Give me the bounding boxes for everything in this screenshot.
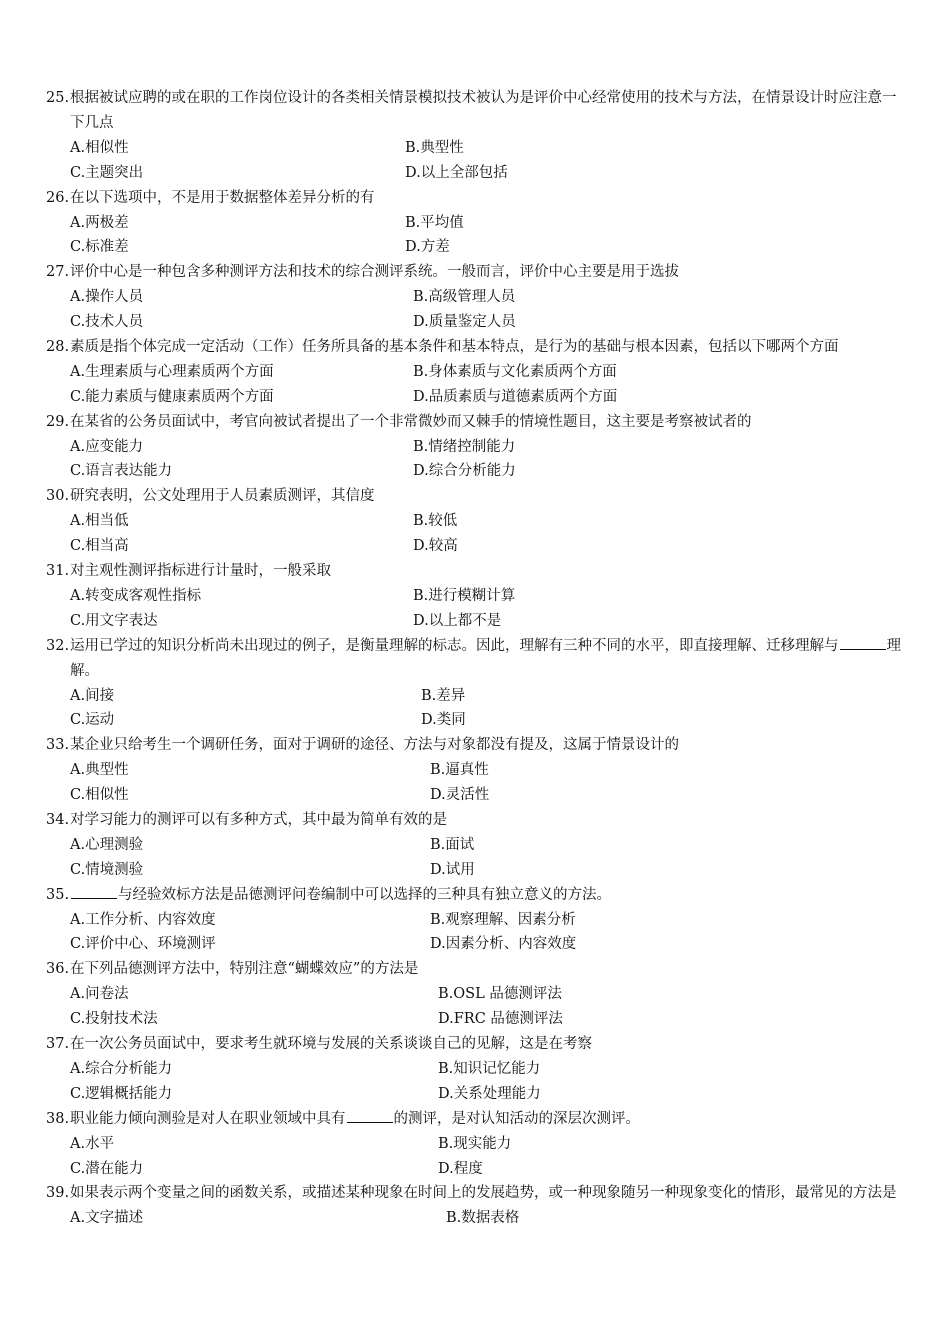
fill-in-blank (347, 1108, 393, 1123)
stem-text: 在一次公务员面试中，要求考生就环境与发展的关系谈谈自己的见解，这是在考察 (70, 1036, 592, 1053)
option-row (0, 285, 950, 310)
stem-text: 评价中心是一种包含多种测评方法和技术的综合测评系统。一般而言，评价中心主要是用于选拔 (70, 264, 679, 281)
option-row (0, 509, 950, 534)
stem-text: 对学习能力的测评可以有多种方式，其中最为简单有效的是 (70, 812, 447, 828)
answer-option: C.用文字表达 (70, 612, 158, 629)
question-stem (0, 335, 950, 360)
fill-in-blank (840, 635, 886, 650)
answer-option: D.质量鉴定人员 (413, 314, 516, 331)
stem-text: 运用已学过的知识分析尚未出现过的例子，是衡量理解的标志。因此，理解有三种不同的水平，即直接理解、迁移理解与 (70, 637, 839, 654)
answer-option: C.情境测验 (70, 861, 144, 878)
question-stem (0, 1107, 950, 1132)
question-number: 31. (46, 563, 70, 580)
answer-option: B.差异 (421, 687, 466, 704)
option-row (0, 1132, 950, 1157)
stem-text: 在以下选项中，不是用于数据整体差异分析的有 (70, 189, 375, 206)
stem-text: 如果表示两个变量之间的函数关系，或描述某种现象在时间上的发展趋势，或一种现象随另一种现象变化的情形，最常见的方法是 (70, 1185, 897, 1202)
answer-option: D.因素分析、内容效度 (430, 936, 577, 953)
question-25 (0, 86, 950, 186)
question-number: 37. (46, 1036, 70, 1053)
question-number: 38. (46, 1110, 70, 1127)
stem-text: 对主观性测评指标进行计量时，一般采取 (70, 563, 331, 580)
question-36 (0, 957, 950, 1032)
stem-text: 理解。 (70, 637, 901, 679)
question-26 (0, 186, 950, 261)
answer-option: D.FRC 品德测评法 (438, 1011, 563, 1028)
answer-option: C.评价中心、环境测评 (70, 936, 216, 953)
answer-option: C.投射技术法 (70, 1011, 158, 1028)
answer-option: A.两极差 (70, 214, 129, 231)
question-stem (0, 733, 950, 758)
answer-option: D.以上全部包括 (405, 164, 508, 181)
answer-option: D.关系处理能力 (438, 1085, 541, 1102)
question-stem (0, 883, 950, 908)
question-number: 25. (46, 90, 70, 106)
answer-option: C.相当高 (70, 538, 129, 555)
option-row (0, 435, 950, 460)
answer-option: C.技术人员 (70, 314, 144, 331)
question-28 (0, 335, 950, 410)
option-row (0, 982, 950, 1007)
answer-option: D.方差 (405, 239, 450, 256)
stem-text: 根据被试应聘的或在职的工作岗位设计的各类相关情景模拟技术被认为是评价中心经常使用的技术与方法，在情景设计时应注意一下几点 (70, 90, 897, 131)
question-number: 39. (46, 1185, 70, 1202)
answer-option: A.生理素质与心理素质两个方面 (70, 363, 274, 380)
question-number: 33. (46, 737, 70, 754)
answer-option: A.心理测验 (70, 836, 144, 853)
option-row (0, 385, 950, 410)
option-row (0, 1157, 950, 1182)
option-row (0, 684, 950, 709)
answer-option: B.OSL 品德测评法 (438, 986, 562, 1003)
question-stem (0, 634, 950, 684)
question-27 (0, 260, 950, 335)
stem-text: 职业能力倾向测验是对人在职业领域中具有 (70, 1110, 346, 1127)
question-stem (0, 957, 950, 982)
option-row (0, 908, 950, 933)
answer-option: B.情绪控制能力 (413, 438, 516, 455)
option-row (0, 534, 950, 559)
answer-option: B.现实能力 (438, 1135, 512, 1152)
answer-option: B.典型性 (405, 139, 464, 156)
answer-option: D.类同 (421, 712, 466, 729)
question-number: 35. (46, 886, 70, 903)
stem-text: 某企业只给考生一个调研任务，面对于调研的途径、方法与对象都没有提及，这属于情景设计的 (70, 737, 679, 754)
option-row (0, 211, 950, 236)
answer-option: B.逼真性 (430, 762, 489, 779)
answer-option: A.文字描述 (70, 1210, 144, 1227)
answer-option: B.较低 (413, 513, 458, 530)
option-row (0, 708, 950, 733)
answer-option: D.品质素质与道德素质两个方面 (413, 388, 618, 405)
answer-option: C.能力素质与健康素质两个方面 (70, 388, 274, 405)
question-stem (0, 260, 950, 285)
answer-option: A.相当低 (70, 513, 129, 530)
answer-option: D.程度 (438, 1160, 483, 1177)
option-row (0, 136, 950, 161)
question-document (0, 86, 950, 1231)
answer-option: C.标准差 (70, 239, 129, 256)
answer-option: C.运动 (70, 712, 115, 729)
answer-option: A.相似性 (70, 139, 129, 156)
answer-option: A.应变能力 (70, 438, 144, 455)
stem-text: 的测评，是对认知活动的深层次测评。 (393, 1110, 640, 1127)
answer-option: B.观察理解、因素分析 (430, 911, 576, 928)
question-32 (0, 634, 950, 734)
question-number: 28. (46, 338, 70, 355)
answer-option: A.典型性 (70, 762, 129, 779)
question-stem (0, 1181, 950, 1206)
question-37 (0, 1032, 950, 1107)
answer-option: C.主题突出 (70, 164, 144, 181)
stem-text: 在某省的公务员面试中，考官向被试者提出了一个非常微妙而又棘手的情境性题目，这主要是考察被试者的 (70, 413, 752, 430)
question-39 (0, 1181, 950, 1231)
question-29 (0, 410, 950, 485)
question-number: 34. (46, 812, 70, 828)
fill-in-blank (71, 884, 117, 899)
option-row (0, 360, 950, 385)
answer-option: C.语言表达能力 (70, 463, 173, 480)
question-number: 26. (46, 189, 70, 206)
question-stem (0, 410, 950, 435)
stem-text: 素质是指个体完成一定活动（工作）任务所具备的基本条件和基本特点，是行为的基础与根本因素，包括以下哪两个方面 (70, 338, 839, 355)
option-row (0, 1206, 950, 1231)
stem-text: 在下列品德测评方法中，特别注意“蝴蝶效应”的方法是 (70, 961, 419, 978)
answer-option: A.综合分析能力 (70, 1060, 173, 1077)
answer-option: A.间接 (70, 687, 115, 704)
answer-option: B.身体素质与文化素质两个方面 (413, 363, 617, 380)
question-stem (0, 86, 950, 136)
question-stem (0, 559, 950, 584)
answer-option: D.综合分析能力 (413, 463, 516, 480)
answer-option: B.知识记忆能力 (438, 1060, 541, 1077)
option-row (0, 310, 950, 335)
question-number: 32. (46, 637, 70, 654)
question-stem (0, 1032, 950, 1057)
option-row (0, 1082, 950, 1107)
question-stem (0, 186, 950, 211)
question-31 (0, 559, 950, 634)
question-30 (0, 484, 950, 559)
option-row (0, 459, 950, 484)
answer-option: B.高级管理人员 (413, 289, 516, 306)
answer-option: A.工作分析、内容效度 (70, 911, 216, 928)
option-row (0, 932, 950, 957)
question-stem (0, 808, 950, 833)
option-row (0, 783, 950, 808)
question-38 (0, 1107, 950, 1182)
question-number: 30. (46, 488, 70, 505)
answer-option: D.灵活性 (430, 787, 490, 804)
option-row (0, 1057, 950, 1082)
option-row (0, 161, 950, 186)
question-number: 27. (46, 264, 70, 281)
stem-text: 研究表明，公文处理用于人员素质测评，其信度 (70, 488, 375, 505)
answer-option: B.进行模糊计算 (413, 587, 516, 604)
answer-option: B.数据表格 (446, 1210, 520, 1227)
answer-option: D.试用 (430, 861, 475, 878)
option-row (0, 584, 950, 609)
question-number: 29. (46, 413, 70, 430)
answer-option: A.转变成客观性指标 (70, 587, 202, 604)
answer-option: A.水平 (70, 1135, 115, 1152)
answer-option: B.面试 (430, 836, 475, 853)
answer-option: A.问卷法 (70, 986, 129, 1003)
option-row (0, 833, 950, 858)
question-34 (0, 808, 950, 883)
answer-option: B.平均值 (405, 214, 464, 231)
option-row (0, 235, 950, 260)
answer-option: D.较高 (413, 538, 458, 555)
option-row (0, 1007, 950, 1032)
question-35 (0, 883, 950, 958)
question-stem (0, 484, 950, 509)
question-number: 36. (46, 961, 70, 978)
option-row (0, 758, 950, 783)
stem-text: 与经验效标方法是品德测评问卷编制中可以选择的三种具有独立意义的方法。 (118, 886, 611, 903)
option-row (0, 609, 950, 634)
option-row (0, 858, 950, 883)
question-33 (0, 733, 950, 808)
answer-option: A.操作人员 (70, 289, 144, 306)
answer-option: D.以上都不是 (413, 612, 502, 629)
answer-option: C.潜在能力 (70, 1160, 144, 1177)
answer-option: C.相似性 (70, 787, 129, 804)
answer-option: C.逻辑概括能力 (70, 1085, 173, 1102)
